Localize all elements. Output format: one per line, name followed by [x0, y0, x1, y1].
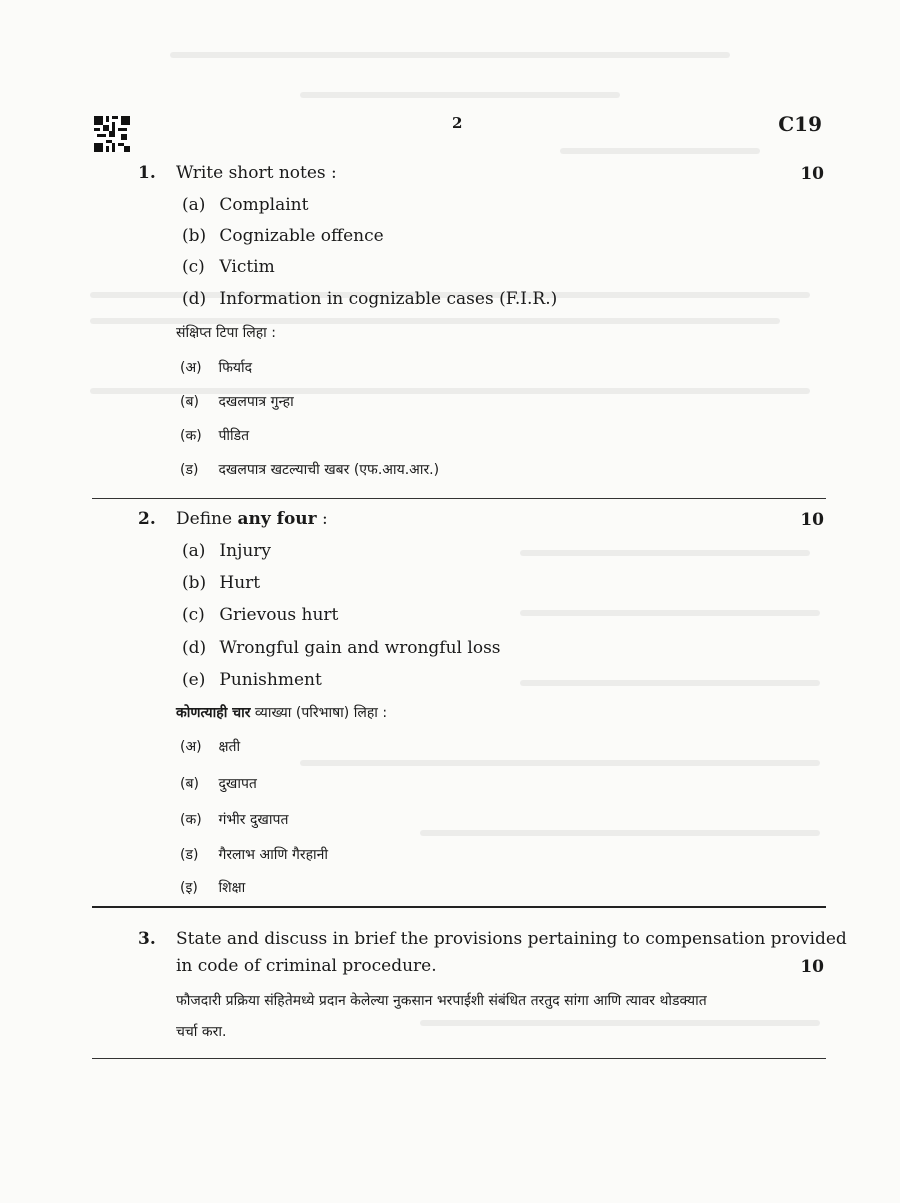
marathi-list-item: [180, 460, 439, 479]
item-label: (d): [182, 638, 207, 658]
list-item: [182, 226, 384, 246]
list-item: [182, 257, 275, 277]
item-label: (अ): [180, 739, 202, 755]
question-marks: 10: [800, 164, 824, 184]
list-item: [182, 195, 308, 215]
marathi-list-item: [180, 392, 294, 411]
question-text: [176, 509, 328, 529]
item-text: क्षती: [218, 739, 241, 755]
item-label: (क): [180, 428, 202, 444]
marathi-list-item: [180, 426, 249, 445]
bleed-through-mark: [420, 1020, 820, 1026]
question-number: 1.: [138, 163, 156, 183]
item-text: Information in cognizable cases (F.I.R.): [219, 289, 558, 309]
item-label: (ब): [180, 394, 199, 410]
section-divider: [92, 1058, 826, 1059]
question-marks: 10: [800, 957, 824, 977]
question-marks: 10: [800, 510, 824, 530]
item-text: Complaint: [219, 195, 309, 215]
item-label: (ड): [180, 462, 199, 478]
item-text: गंभीर दुखापत: [218, 812, 289, 828]
item-label: (d): [182, 289, 207, 309]
list-item: [182, 541, 271, 561]
question-text-line-1: State and discuss in brief the provisions pertaining to compensation provided: [176, 929, 847, 949]
item-text: फिर्याद: [218, 360, 253, 376]
marathi-list-item: [180, 737, 240, 756]
bleed-through-mark: [560, 148, 760, 154]
marathi-list-item: [180, 810, 288, 829]
marathi-list-item: [180, 774, 257, 793]
marathi-list-item: [180, 878, 245, 897]
marathi-instruction: संक्षिप्त टिपा लिहा :: [176, 325, 276, 341]
list-item: [182, 638, 501, 658]
marathi-list-item: [180, 845, 328, 864]
item-text: Injury: [219, 541, 272, 561]
item-text: Cognizable offence: [219, 226, 384, 246]
question-text: Write short notes :: [176, 163, 337, 183]
list-item: [182, 289, 557, 309]
item-text: Wrongful gain and wrongful loss: [219, 638, 501, 658]
bleed-through-mark: [300, 760, 820, 766]
item-label: (क): [180, 812, 202, 828]
question-text-emphasis: any four: [237, 509, 317, 529]
item-label: (b): [182, 226, 207, 246]
section-divider: [92, 498, 826, 499]
item-text: Hurt: [219, 573, 261, 593]
question-text-suffix: :: [316, 509, 328, 529]
paper-code: C19: [778, 112, 822, 136]
item-text: दखलपात्र खटल्याची खबर (एफ.आय.आर.): [218, 462, 440, 478]
item-text: Victim: [219, 257, 275, 277]
marathi-question-line-2: चर्चा करा.: [176, 1024, 227, 1040]
marathi-instruction: [176, 703, 387, 722]
item-label: (ब): [180, 776, 199, 792]
bleed-through-mark: [520, 680, 820, 686]
section-divider: [92, 906, 826, 908]
question-text-line-2: in code of criminal procedure.: [176, 956, 437, 976]
item-text: Punishment: [219, 670, 322, 690]
bleed-through-mark: [300, 92, 620, 98]
item-text: गैरलाभ आणि गैरहानी: [218, 847, 329, 863]
item-label: (a): [182, 195, 206, 215]
marathi-question-line-1: फौजदारी प्रक्रिया संहितेमध्ये प्रदान केलेल्या नुकसान भरपाईशी संबंधित तरतुद सांगा आणि त्यावर थोडक्यात: [176, 993, 707, 1009]
list-item: [182, 605, 338, 625]
question-text-prefix: Define: [176, 509, 238, 529]
qr-code-icon: [94, 116, 130, 152]
marathi-instruction-rest: व्याख्या (परिभाषा) लिहा :: [250, 705, 388, 721]
item-text: Grievous hurt: [219, 605, 339, 625]
item-text: दखलपात्र गुन्हा: [218, 394, 294, 410]
item-label: (c): [182, 257, 205, 277]
question-number: 3.: [138, 929, 156, 949]
item-label: (अ): [180, 360, 202, 376]
bleed-through-mark: [170, 52, 730, 58]
item-text: पीडित: [218, 428, 250, 444]
item-label: (a): [182, 541, 206, 561]
item-label: (e): [182, 670, 206, 690]
bleed-through-mark: [520, 610, 820, 616]
list-item: [182, 670, 322, 690]
page-number: 2: [452, 114, 463, 132]
question-number: 2.: [138, 509, 156, 529]
item-label: (b): [182, 573, 207, 593]
item-label: (इ): [180, 880, 198, 896]
item-label: (c): [182, 605, 205, 625]
item-text: दुखापत: [218, 776, 257, 792]
item-text: शिक्षा: [218, 880, 246, 896]
list-item: [182, 573, 260, 593]
marathi-emphasis: कोणत्याही चार: [176, 705, 251, 721]
marathi-list-item: [180, 358, 252, 377]
item-label: (ड): [180, 847, 199, 863]
bleed-through-mark: [520, 550, 810, 556]
bleed-through-mark: [420, 830, 820, 836]
